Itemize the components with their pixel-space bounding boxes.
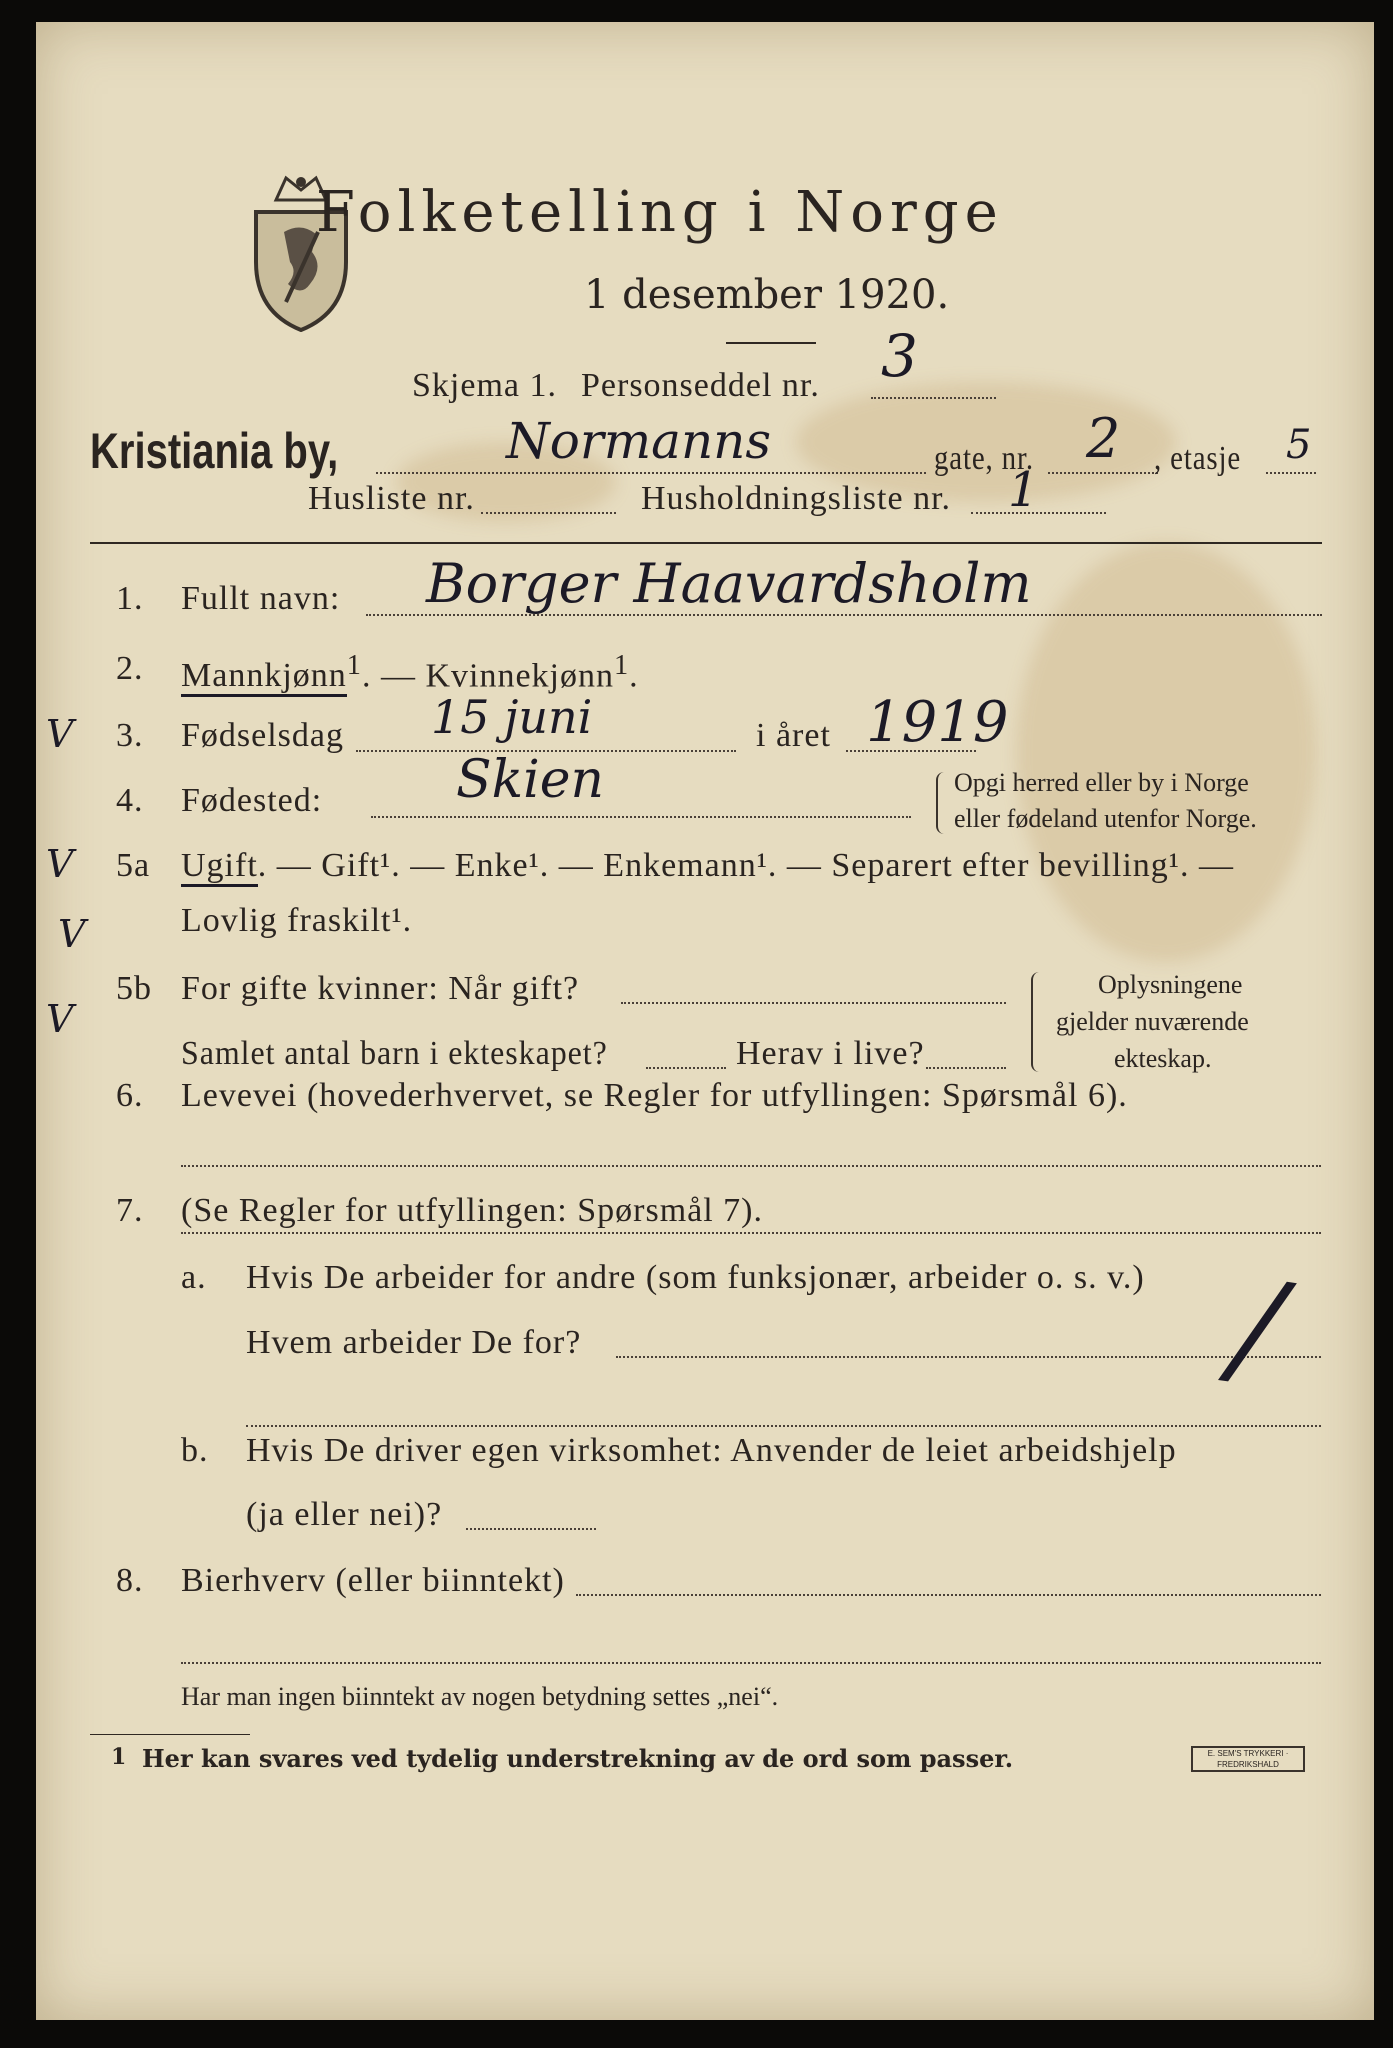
q7-number: 7.	[116, 1192, 144, 1229]
husholdningsliste-label: Husholdningsliste nr.	[641, 480, 952, 517]
q5b-number: 5b	[116, 970, 152, 1007]
personseddel-line	[871, 397, 996, 399]
street-line	[376, 472, 926, 474]
section-divider	[90, 542, 1322, 544]
q5b-alive-line	[926, 1067, 1006, 1069]
q2-number: 2.	[116, 650, 144, 687]
etasje-label: , etasje	[1154, 440, 1242, 477]
husliste-line	[481, 512, 616, 514]
husholdningsliste-value: 1	[1008, 462, 1039, 518]
gate-label: gate, nr.	[934, 440, 1034, 477]
q5b-children-line	[646, 1067, 726, 1069]
q5a-options: Ugift. — Gift¹. — Enke¹. — Enkemann¹. — Separert efter bevilling¹. —	[181, 847, 1234, 885]
footnote-mark: 1	[111, 1744, 127, 1770]
q7-label: (Se Regler for utfyllingen: Spørsmål 7).	[181, 1192, 764, 1229]
personseddel-label: Personseddel nr.	[581, 367, 820, 404]
q5b-line-2a: Samlet antal barn i ekteskapet?	[181, 1035, 608, 1072]
q5a-line-2: Lovlig fraskilt¹.	[181, 902, 413, 939]
q7a-line	[616, 1356, 1321, 1358]
q8-line-1	[576, 1594, 1321, 1596]
personseddel-value: 3	[881, 322, 918, 390]
q5b-line-2b: Herav i live?	[736, 1035, 925, 1072]
full-name-value: Borger Haavardsholm	[426, 552, 1032, 615]
q7b-letter: b.	[181, 1432, 209, 1469]
q8-note: Har man ingen biinntekt av nogen betydning settes „nei“.	[181, 1682, 779, 1711]
q4-line	[371, 816, 911, 818]
q5b-line-1: For gifte kvinner: Når gift?	[181, 970, 580, 1007]
brace	[1031, 972, 1043, 1072]
q1-label: Fullt navn:	[181, 580, 341, 617]
birth-day-value: 15 juni	[431, 690, 593, 744]
q7b-line	[466, 1528, 596, 1530]
birth-year-value: 1919	[866, 690, 1009, 755]
margin-check: V	[46, 712, 74, 756]
q3-number: 3.	[116, 717, 144, 754]
q8-number: 8.	[116, 1562, 144, 1599]
q7b-line-1: Hvis De driver egen virksomhet: Anvender de leiet arbeidshjelp	[246, 1432, 1177, 1469]
q5b-note-2: gjelder nuværende	[1056, 1007, 1249, 1036]
q8-label: Bierhverv (eller biinntekt)	[181, 1562, 565, 1599]
skjema-label: Skjema 1.	[412, 367, 557, 404]
q7a-value: /	[1225, 1249, 1291, 1407]
census-form-sheet	[36, 22, 1374, 2020]
option-mannkjonn: Mannkjønn	[181, 657, 347, 697]
stain	[1016, 542, 1316, 962]
q7a-line-1: Hvis De arbeider for andre (som funksjonær, arbeider o. s. v.)	[246, 1259, 1145, 1296]
footnote-divider	[90, 1734, 250, 1735]
q6-line-1	[181, 1165, 1321, 1167]
q7b-line-2: (ja eller nei)?	[246, 1496, 443, 1533]
gate-nr-line	[1048, 472, 1158, 474]
q4-number: 4.	[116, 782, 144, 819]
q4-note-2: eller fødeland utenfor Norge.	[954, 804, 1257, 833]
option-kvinnekjonn: Kvinnekjønn	[425, 657, 614, 695]
husliste-label: Husliste nr.	[308, 480, 475, 517]
q5b-note-1: Oplysningene	[1098, 970, 1243, 999]
etasje-value: 5	[1286, 422, 1312, 468]
option-ugift: Ugift	[181, 847, 258, 887]
q7a-line-2: Hvem arbeider De for?	[246, 1324, 582, 1361]
margin-check: V	[58, 912, 86, 956]
gate-nr-value: 2	[1086, 407, 1121, 470]
divider	[726, 342, 816, 344]
q3-label: Fødselsdag	[181, 717, 344, 754]
q1-number: 1.	[116, 580, 144, 617]
q6-label: Levevei (hovederhvervet, se Regler for utfyllingen: Spørsmål 6).	[181, 1077, 1128, 1114]
margin-check: V	[46, 842, 74, 886]
q7a-letter: a.	[181, 1259, 207, 1296]
street-value: Normanns	[506, 412, 772, 470]
q6-number: 6.	[116, 1077, 144, 1114]
brace	[936, 772, 948, 834]
printer-stamp: E. SEM'S TRYKKERI · FREDRIKSHALD	[1191, 1746, 1305, 1772]
city-label: Kristiania by,	[90, 423, 339, 479]
q3-year-label: i året	[756, 717, 831, 754]
q5b-note-3: ekteskap.	[1114, 1044, 1212, 1073]
q4-note-1: Opgi herred eller by i Norge	[954, 768, 1249, 797]
q8-line-2	[181, 1662, 1321, 1664]
q2-options: Mannkjønn$^1$. — Kvinnekjønn$^1$.	[181, 650, 639, 695]
margin-check: V	[46, 997, 74, 1041]
birthplace-value: Skien	[456, 750, 605, 810]
footnote-text: Her kan svares ved tydelig understrekning av de ord som passer.	[142, 1744, 1014, 1773]
q5a-number: 5a	[116, 847, 151, 884]
q6-line-2	[181, 1232, 1321, 1234]
census-date: 1 desember 1920.	[584, 272, 950, 318]
q5b-when-line	[621, 1002, 1006, 1004]
form-title: Folketelling i Norge	[316, 180, 1004, 245]
etasje-line	[1266, 472, 1316, 474]
q7a-line-extra	[246, 1425, 1321, 1427]
q4-label: Fødested:	[181, 782, 323, 819]
